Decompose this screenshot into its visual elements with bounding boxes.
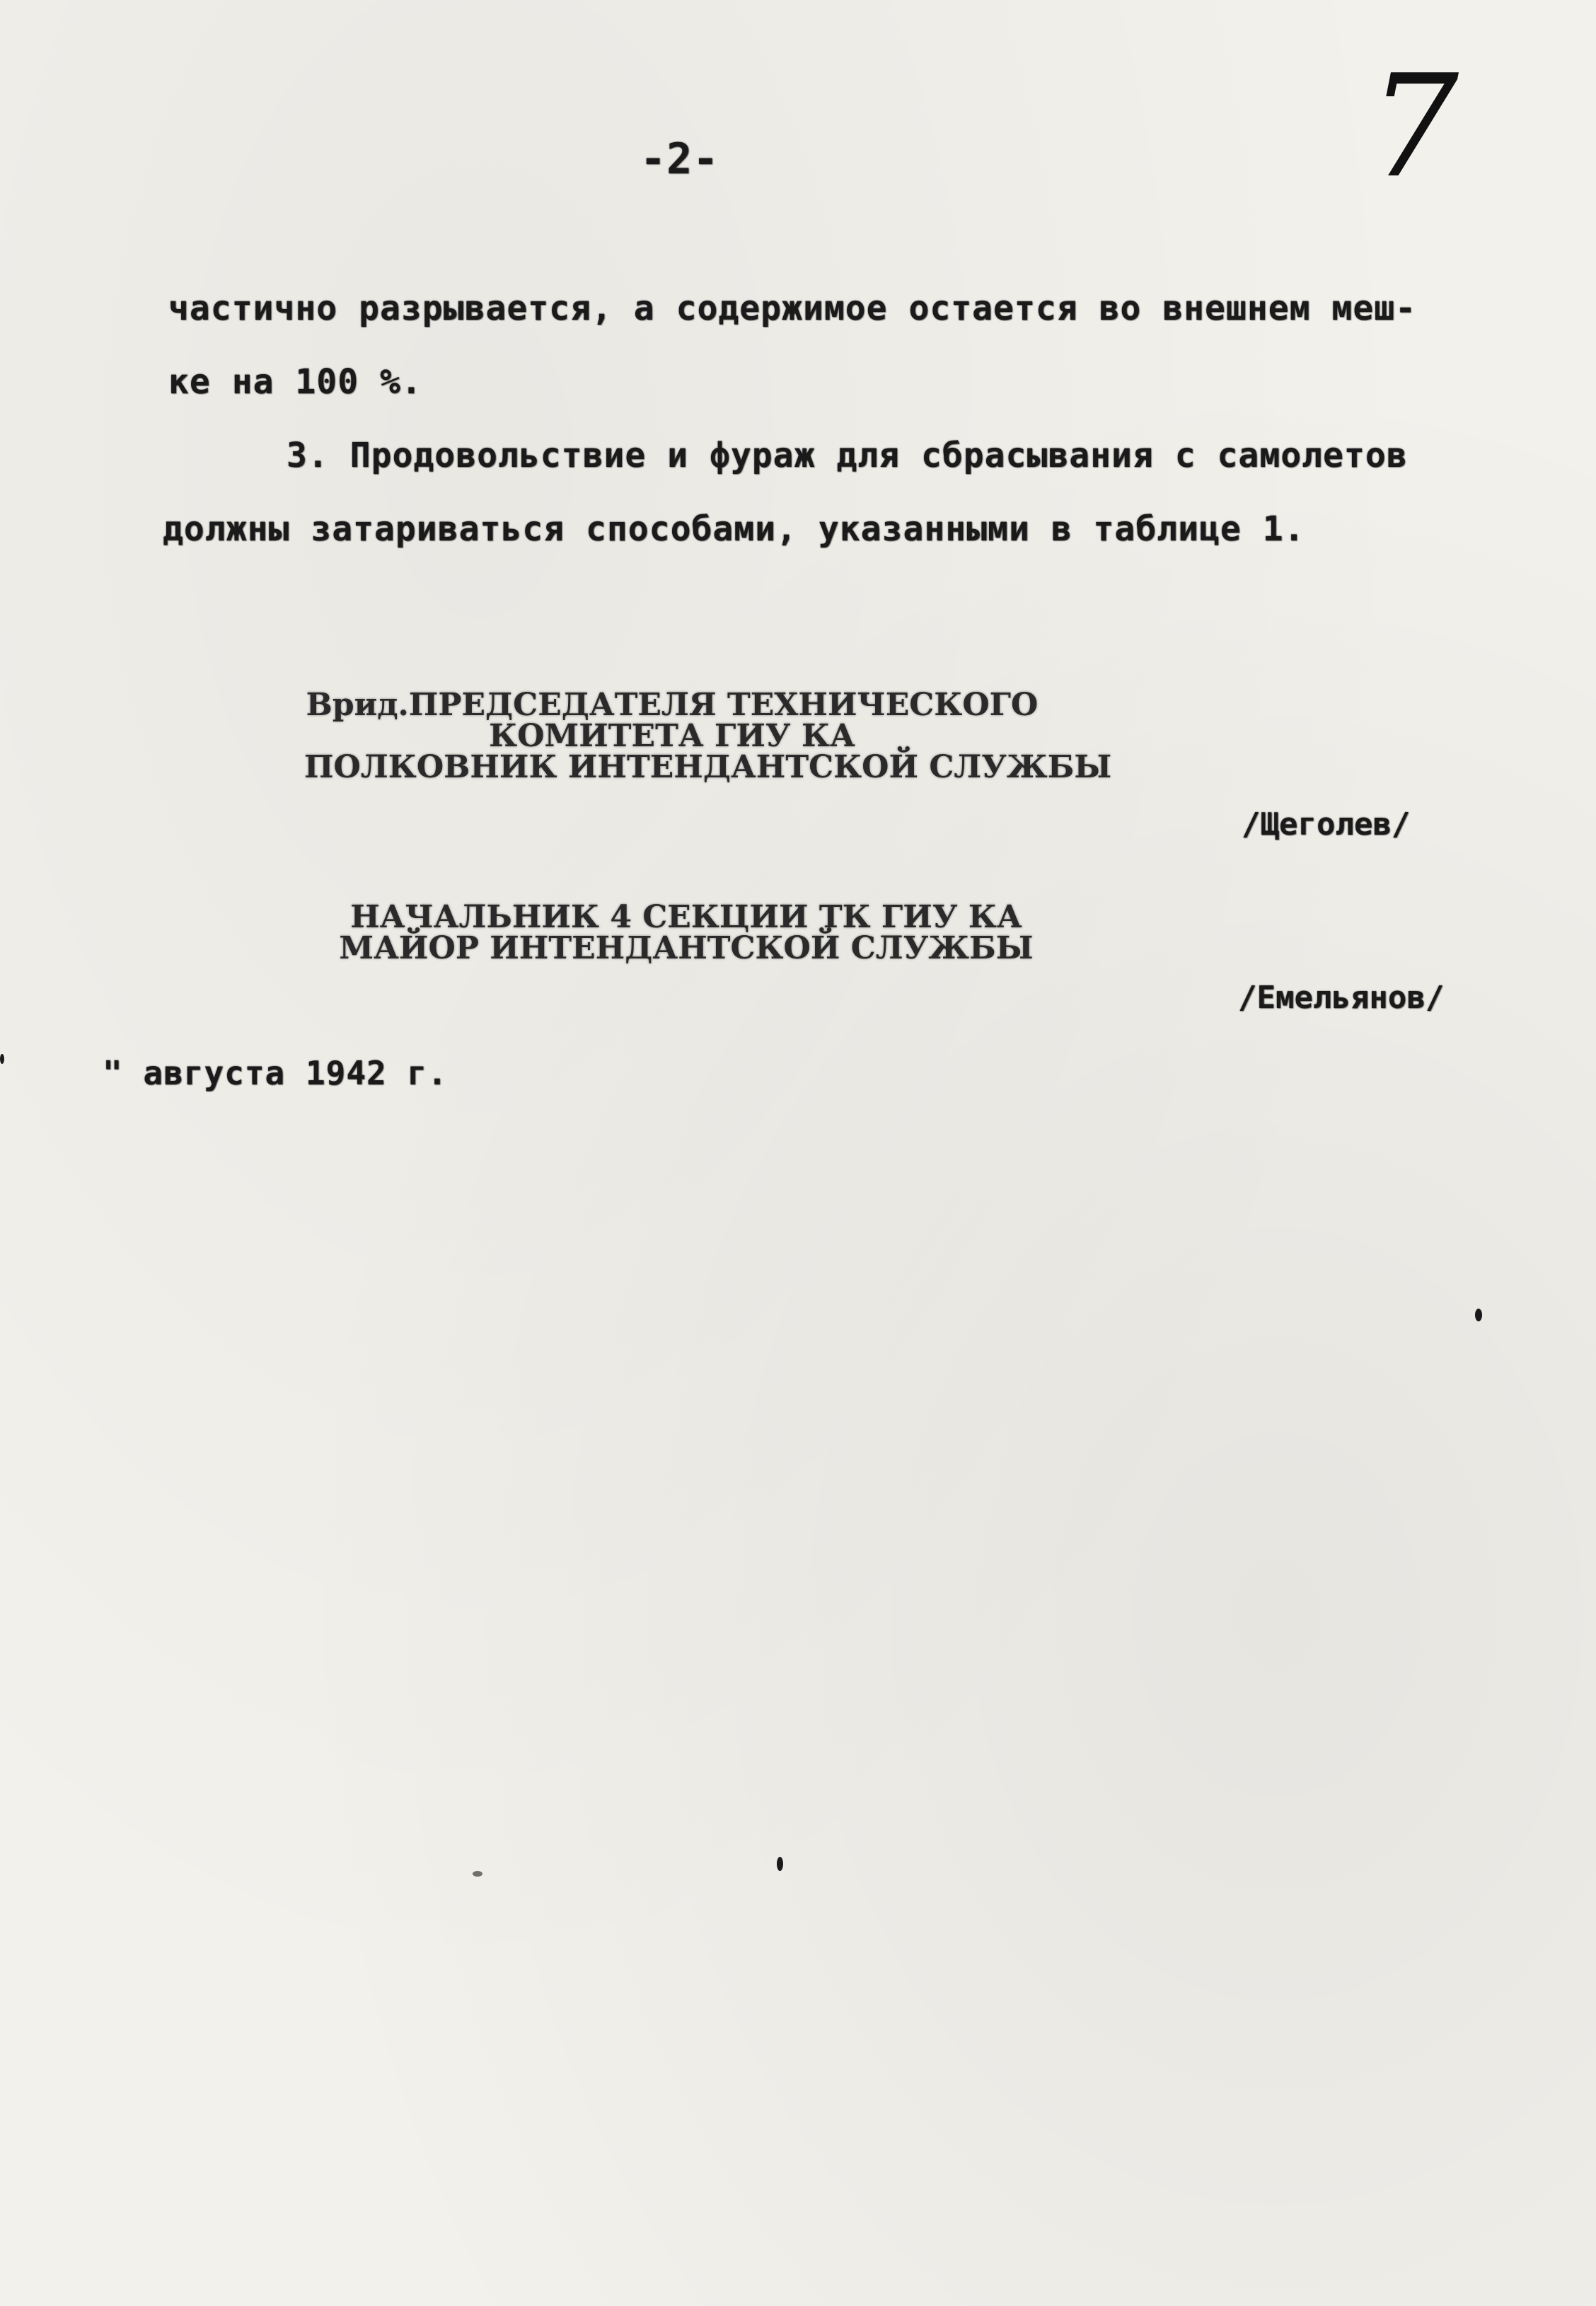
signature-title-line: Врид.ПРЕДСЕДАТЕЛЯ ТЕХНИЧЕСКОГО xyxy=(306,687,1039,723)
signature-title-line: ПОЛКОВНИК ИНТЕНДАНТСКОЙ СЛУЖБЫ xyxy=(304,749,1112,785)
signature-title-line: КОМИТЕТА ГИУ КА xyxy=(489,718,855,754)
signature-block-section-head xyxy=(332,899,1040,966)
ink-speck xyxy=(473,1871,482,1877)
page-number: -2- xyxy=(640,134,719,184)
signature-block-chairman xyxy=(304,687,1112,785)
document-date: " августа 1942 г. xyxy=(103,1054,448,1092)
ink-speck xyxy=(0,1054,4,1064)
signatory-name: /Щеголев/ xyxy=(1242,806,1411,842)
signatory-name: /Емельянов/ xyxy=(1238,980,1445,1016)
body-line: должны затариваться способами, указанными в таблице 1. xyxy=(163,509,1305,549)
ink-speck xyxy=(777,1857,783,1871)
archive-page-number: 7 xyxy=(1369,45,1459,209)
signature-title-line: МАЙОР ИНТЕНДАНТСКОЙ СЛУЖБЫ xyxy=(339,930,1034,966)
body-line: ке на 100 %. xyxy=(168,362,422,402)
body-line: частично разрывается, а содержимое остается во внешнем меш- xyxy=(168,289,1417,328)
ink-speck xyxy=(1475,1309,1482,1321)
body-line: 3. Продовольствие и фураж для сбрасывания с самолетов xyxy=(287,436,1408,475)
signature-title-line: НАЧАЛЬНИК 4 СЕКЦИИ ТК ГИУ КА xyxy=(350,899,1022,935)
